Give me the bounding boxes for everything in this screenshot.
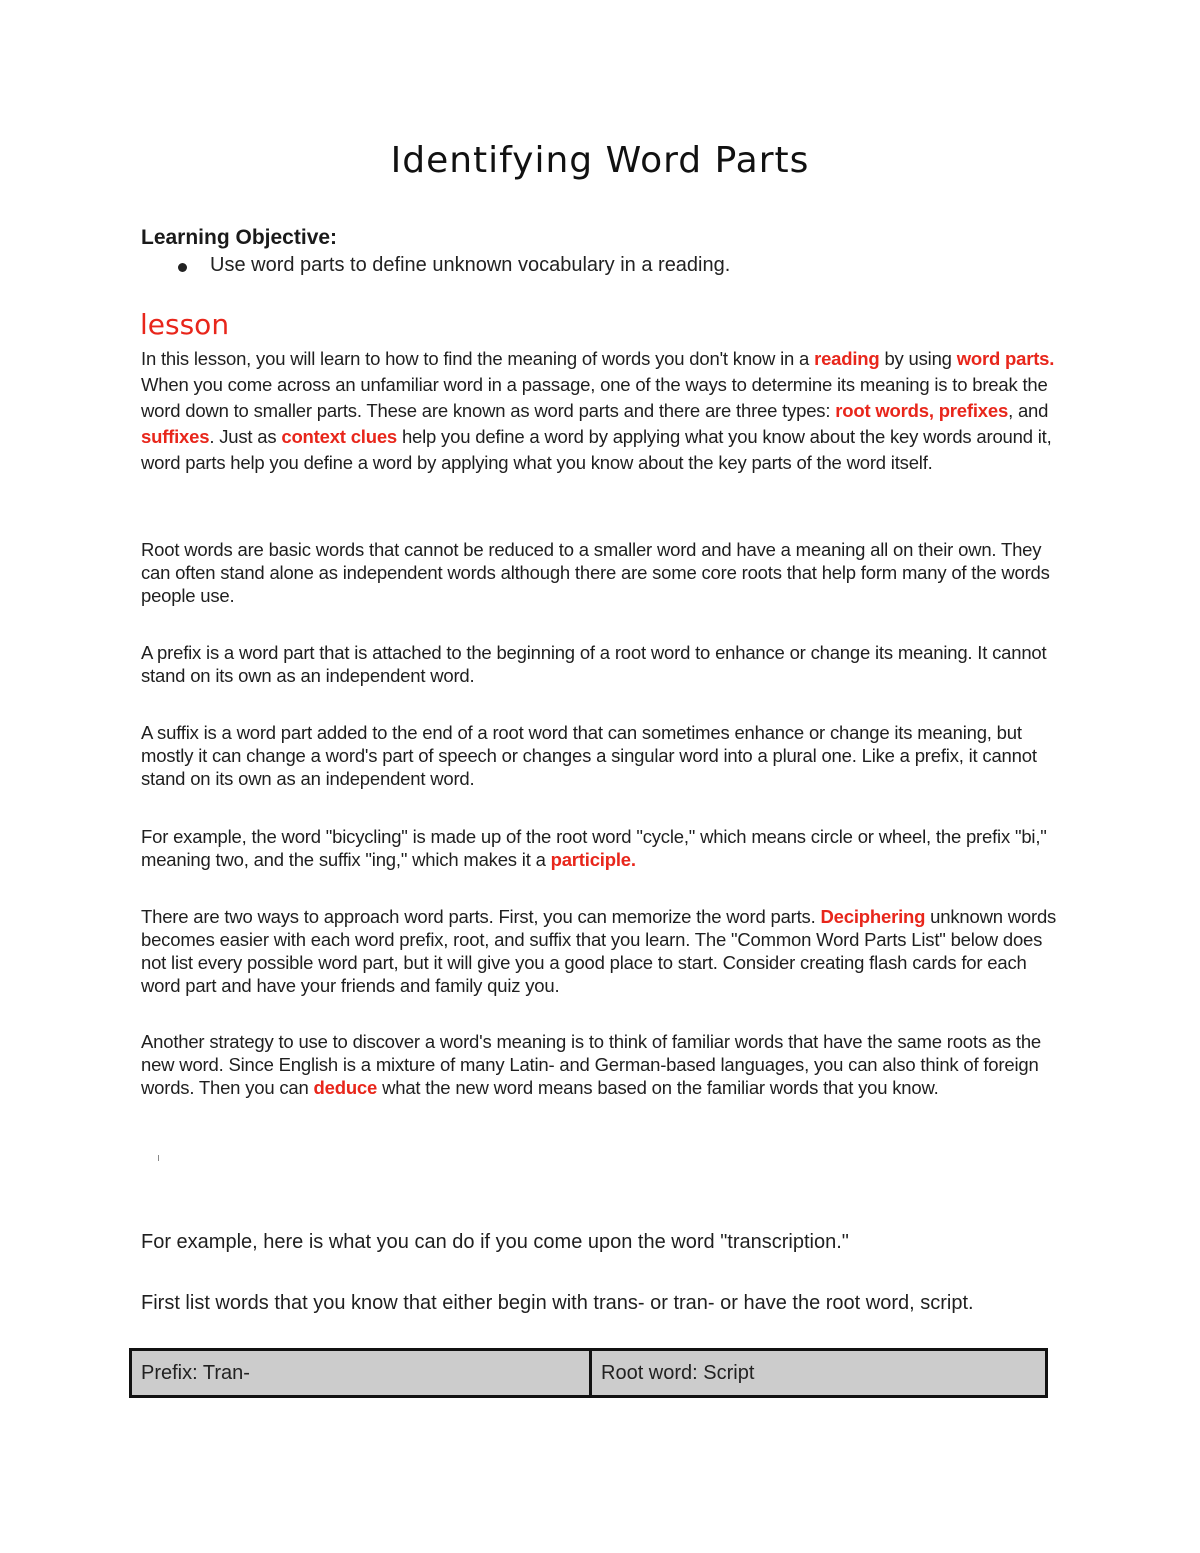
strategy-paragraph	[141, 1030, 1066, 1099]
root-words-paragraph: Root words are basic words that cannot be reduced to a smaller word and have a meaning all on their own. They can often stand alone as independent words although there are some core roots that help form many of the words people use.	[141, 539, 1050, 606]
first-list-paragraph: First list words that you know that either begin with trans- or tran- or have the root word, script.	[141, 1292, 974, 1314]
objective-item-text: Use word parts to define unknown vocabulary in a reading.	[210, 254, 731, 276]
lesson-intro-paragraph	[141, 346, 1066, 476]
two-ways-paragraph	[141, 905, 1066, 997]
term-participle: participle.	[550, 849, 636, 870]
stray-mark	[158, 1155, 159, 1161]
two-ways-text: There are two ways to approach word parts. First, you can memorize the word parts.	[141, 906, 821, 927]
bullet-icon	[178, 263, 187, 272]
strategy-text: what the new word means based on the familiar words that you know.	[377, 1077, 939, 1098]
term-word-parts: word parts.	[956, 348, 1055, 369]
prefix-paragraph: A prefix is a word part that is attached to the beginning of a root word to enhance or change its meaning. It cannot stand on its own as an independent word.	[141, 642, 1047, 686]
transcription-example-paragraph: For example, here is what you can do if you come upon the word "transcription."	[141, 1231, 849, 1253]
page-title: Identifying Word Parts	[390, 140, 810, 181]
example-text: For example, the word "bicycling" is made up of the root word "cycle," which means circle or wheel, the prefix "bi," meaning two, and the suffix "ing," which makes it a	[141, 826, 1047, 870]
intro-text: In this lesson, you will learn to how to find the meaning of words you don't know in a	[141, 348, 815, 369]
intro-text: , and	[1008, 400, 1049, 421]
strategy-text: Another strategy to use to discover a word's meaning is to think of familiar words that have the same roots as the new word. Since English is a mixture of many Latin- and German-based languages, you can also think of foreign words. Then you can	[141, 1031, 1042, 1098]
lesson-heading: lesson	[140, 308, 230, 341]
term-reading: reading	[814, 348, 880, 369]
word-parts-table	[129, 1348, 1048, 1398]
objective-item	[174, 254, 730, 277]
example-paragraph	[141, 825, 1066, 871]
learning-objective-heading: Learning Objective:	[141, 226, 338, 249]
intro-text: When you come across an unfamiliar word in a passage, one of the ways to determine its meaning is to break the word down to smaller parts. These are known as word parts and there are three types:	[141, 374, 1048, 421]
suffix-paragraph: A suffix is a word part added to the end of a root word that can sometimes enhance or change its meaning, but mostly it can change a word's part of speech or changes a singular word into a plural one. Like a prefix, it cannot stand on its own as an independent word.	[141, 722, 1037, 789]
term-deduce: deduce	[313, 1077, 378, 1098]
term-context-clues: context clues	[281, 426, 397, 447]
term-suffixes: suffixes	[141, 426, 210, 447]
term-deciphering: Deciphering	[820, 906, 926, 927]
two-ways-text: unknown words becomes easier with each word prefix, root, and suffix that you learn. The "Common Word Parts List" below does not list every possible word part, but it will give you a good place to start. Consider creating flash cards for each word part and have your friends and family quiz you.	[141, 906, 1057, 996]
objective-list	[174, 254, 730, 277]
term-root-words-prefixes: root words, prefixes	[835, 400, 1009, 421]
table-row	[131, 1350, 1047, 1397]
intro-text: by using	[879, 348, 957, 369]
intro-text: help you define a word by applying what you know about the key words around it, word parts help you define a word by applying what you know about the key parts of the word itself.	[141, 426, 1052, 473]
table-cell-prefix: Prefix: Tran-	[131, 1350, 591, 1397]
intro-text: . Just as	[209, 426, 282, 447]
table-cell-root-word: Root word: Script	[591, 1350, 1047, 1397]
